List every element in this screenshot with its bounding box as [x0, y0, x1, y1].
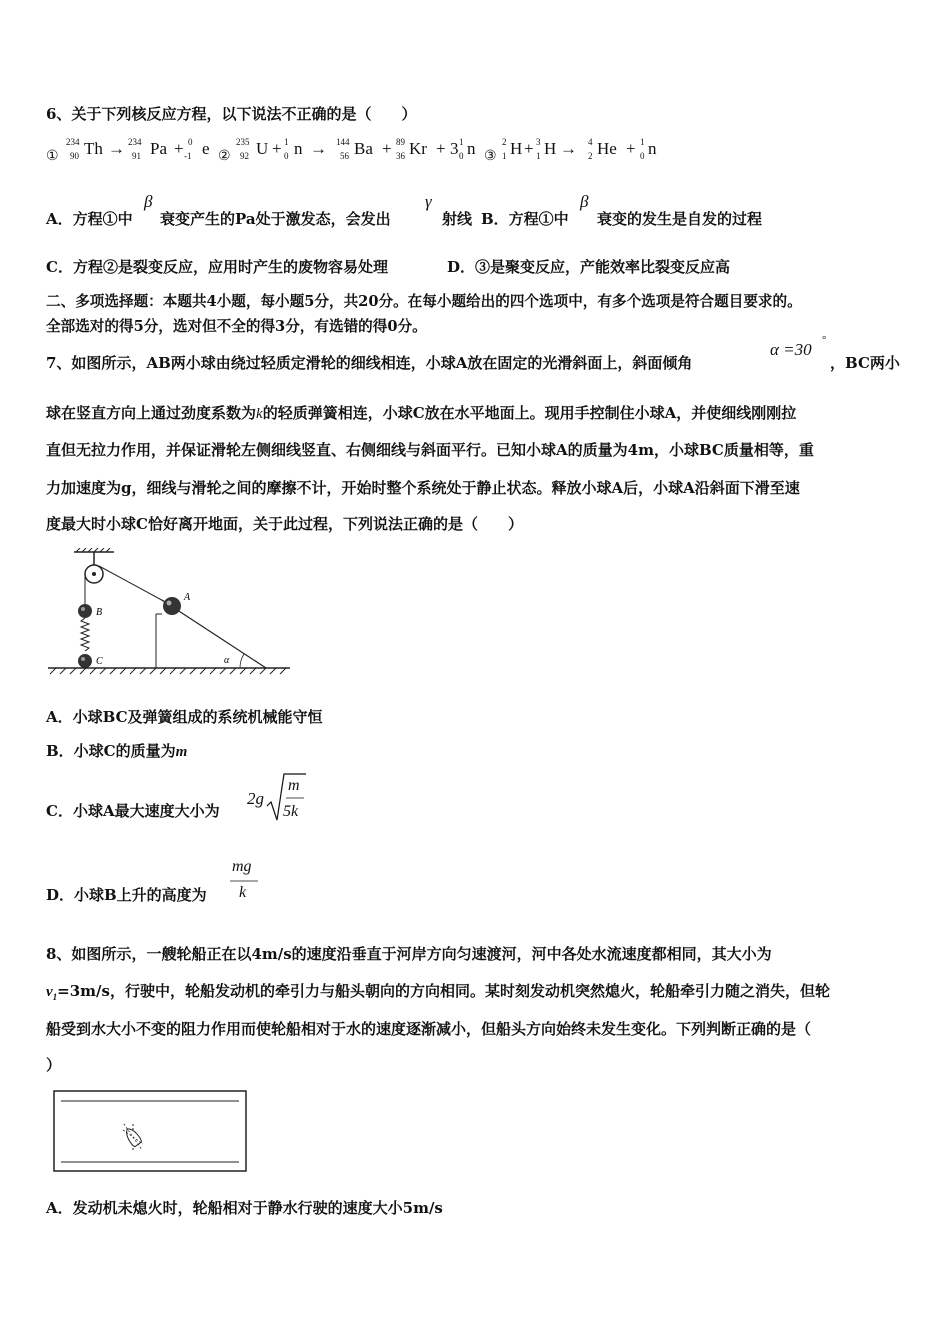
q7-line2-a: 球在竖直方向上通过劲度系数为	[46, 404, 257, 422]
ball-c	[78, 654, 92, 668]
q7-option-a: A．小球BC及弹簧组成的系统机械能守恒	[46, 708, 323, 726]
q6-option-d: D．③是聚变反应，产能效率比裂变反应高	[447, 258, 731, 276]
q6-option-a-part3: 射线	[442, 210, 473, 228]
eq1-arrow: →	[108, 139, 125, 158]
q7-option-b	[46, 740, 187, 761]
k-symbol: k	[256, 406, 263, 422]
eq1-plus: +	[174, 139, 184, 158]
ball-b	[78, 604, 92, 618]
q6-stem: 6、关于下列核反应方程，以下说法不正确的是（ ）	[46, 105, 417, 123]
q7-c-num: m	[288, 777, 300, 794]
eq2-arrow: →	[310, 139, 327, 158]
q7-d-num: mg	[232, 858, 252, 875]
degree-mark: °	[822, 334, 827, 346]
gamma-symbol: γ	[425, 192, 432, 211]
q8-line2-text: =3m/s，行驶中，轮船发动机的牵引力与船头朝向的方向相同。某时刻发动机突然熄火，轮船牵引力随之消失，但轮	[57, 982, 830, 1000]
eq2-label: ②	[218, 149, 231, 164]
fraction-bar	[230, 879, 258, 883]
label-a: A	[184, 592, 191, 603]
q7-d-den: k	[239, 884, 247, 901]
eq2-plus2: +	[382, 139, 392, 158]
eq2-coef: 3	[450, 139, 459, 158]
eq2-plus3: +	[436, 139, 446, 158]
q7-c-den: 5k	[283, 803, 299, 820]
eq3-plus1: +	[524, 139, 534, 158]
label-b: B	[96, 607, 103, 618]
q8-option-a: A．发动机未熄火时，轮船相对于静水行驶的速度大小5m/s	[46, 1199, 443, 1217]
q7-c-coef: 2g	[247, 789, 264, 808]
q7-option-d: D．小球B上升的高度为	[46, 886, 207, 904]
eq2-plus1: +	[272, 139, 282, 158]
q7-option-c: C．小球A最大速度大小为	[46, 802, 220, 820]
q7-figure	[44, 548, 294, 678]
q6-option-b-part1: B．方程①中	[481, 210, 569, 228]
q8-line3: 船受到水大小不变的阻力作用而使轮船相对于水的速度逐渐减小，但船头方向始终未发生变化。下列判断正确的是（	[46, 1020, 812, 1038]
eq3-plus2: +	[626, 139, 636, 158]
q6-option-ab	[46, 208, 133, 229]
q7-line3: 直但无拉力作用，并保证滑轮左侧细线竖直、右侧细线与斜面平行。已知小球A的质量为4m，小球BC质量相等，重	[46, 441, 814, 459]
label-c: C	[96, 656, 103, 667]
q6-option-a-part2: 衰变产生的Pa处于激发态，会发出	[160, 210, 391, 228]
q8-figure	[53, 1090, 249, 1174]
q7-line1-end: ，BC两小	[830, 354, 900, 372]
q7-option-b-text: B．小球C的质量为	[46, 742, 176, 760]
q6-option-a-part1: A．方程①中	[46, 210, 133, 228]
q7-line4: 力加速度为g，细线与滑轮之间的摩擦不计，开始时整个系统处于静止状态。释放小球A后，小球A沿斜面下滑至速	[46, 479, 800, 497]
alpha-angle: α =30	[770, 340, 812, 359]
eq3-label: ③	[484, 149, 497, 164]
eq1-label: ①	[46, 149, 59, 164]
section2-line2: 全部选对的得5分，选对但不全的得3分，有选错的得0分。	[46, 318, 427, 335]
label-alpha: α	[224, 655, 230, 666]
beta-symbol-2: β	[580, 192, 589, 211]
q8-line4: ）	[46, 1056, 62, 1074]
q6-option-b-part2: 衰变的发生是自发的过程	[597, 210, 763, 228]
q8-line1: 8、如图所示，一艘轮船正在以4m/s的速度沿垂直于河岸方向匀速渡河，河中各处水流速度都相同，其大小为	[46, 945, 772, 963]
q8-line2	[46, 980, 830, 1002]
q7-line2	[46, 402, 796, 423]
q7-line5: 度最大时小球C恰好离开地面，关于此过程，下列说法正确的是（ ）	[46, 515, 523, 533]
m-symbol: m	[175, 744, 188, 760]
section2-line1: 二、多项选择题：本题共4小题，每小题5分，共20分。在每小题给出的四个选项中，有多个选项是符合题目要求的。	[46, 293, 802, 310]
eq3-arrow: →	[560, 139, 577, 158]
q7-line2-b: 的轻质弹簧相连，小球C放在水平地面上。现用手控制住小球A，并使细线刚刚拉	[262, 404, 797, 422]
v1-symbol: $v_1$	[46, 984, 58, 1002]
q6-option-c: C．方程②是裂变反应，应用时产生的废物容易处理	[46, 258, 388, 276]
beta-symbol: β	[144, 192, 153, 211]
q7-line1: 7、如图所示，AB两小球由绕过轻质定滑轮的细线相连，小球A放在固定的光滑斜面上，斜面倾角	[46, 354, 693, 372]
ball-a	[163, 597, 181, 615]
